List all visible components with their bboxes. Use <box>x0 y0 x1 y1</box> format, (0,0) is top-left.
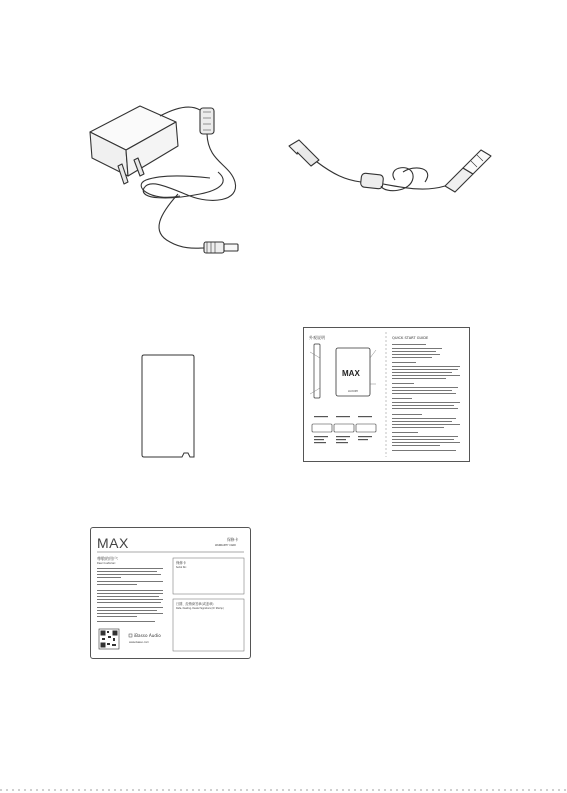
warranty-box2-title-en: Date, Dealing, Dealer Signature (Or Stamp) <box>176 607 224 610</box>
ibasso-logo-icon <box>129 634 132 637</box>
guide-device-brand: MAX <box>342 369 360 378</box>
usb-cable-drawing <box>285 128 495 208</box>
quick-start-guide <box>303 327 470 462</box>
usb-cable-illustration <box>285 128 495 208</box>
warranty-brand: MAX <box>97 535 129 551</box>
warranty-box1-title: 保修卡 <box>176 561 187 565</box>
screen-protector-drawing <box>138 353 198 463</box>
warranty-company: iBasso Audio <box>134 633 161 638</box>
warranty-card-drawing <box>91 528 250 658</box>
warranty-greeting-cn: 尊敬的用户: <box>97 556 119 561</box>
screen-protector-illustration <box>138 353 198 463</box>
warranty-card <box>90 527 251 659</box>
guide-right-title: QUICK START GUIDE <box>392 336 429 340</box>
quick-guide-drawing <box>304 328 469 461</box>
guide-device-model: LUXURY <box>348 390 359 393</box>
warranty-box2-title-cn: 日期、经销商签章(或盖章) <box>176 602 214 606</box>
warranty-greeting-en: Dear Customer: <box>97 562 116 565</box>
page-bottom-dashed-border <box>0 789 567 791</box>
guide-left-title: 外观说明 <box>309 335 325 340</box>
warranty-heading-en: WARRANTY CARD <box>215 544 237 547</box>
power-adapter-illustration <box>80 92 260 262</box>
warranty-heading-cn: 保修卡 <box>227 537 239 542</box>
warranty-site: www.ibasso.com <box>129 641 149 644</box>
power-adapter-drawing <box>80 92 260 262</box>
warranty-box1-sub: Serial No: <box>176 566 187 569</box>
qr-code <box>99 629 119 649</box>
